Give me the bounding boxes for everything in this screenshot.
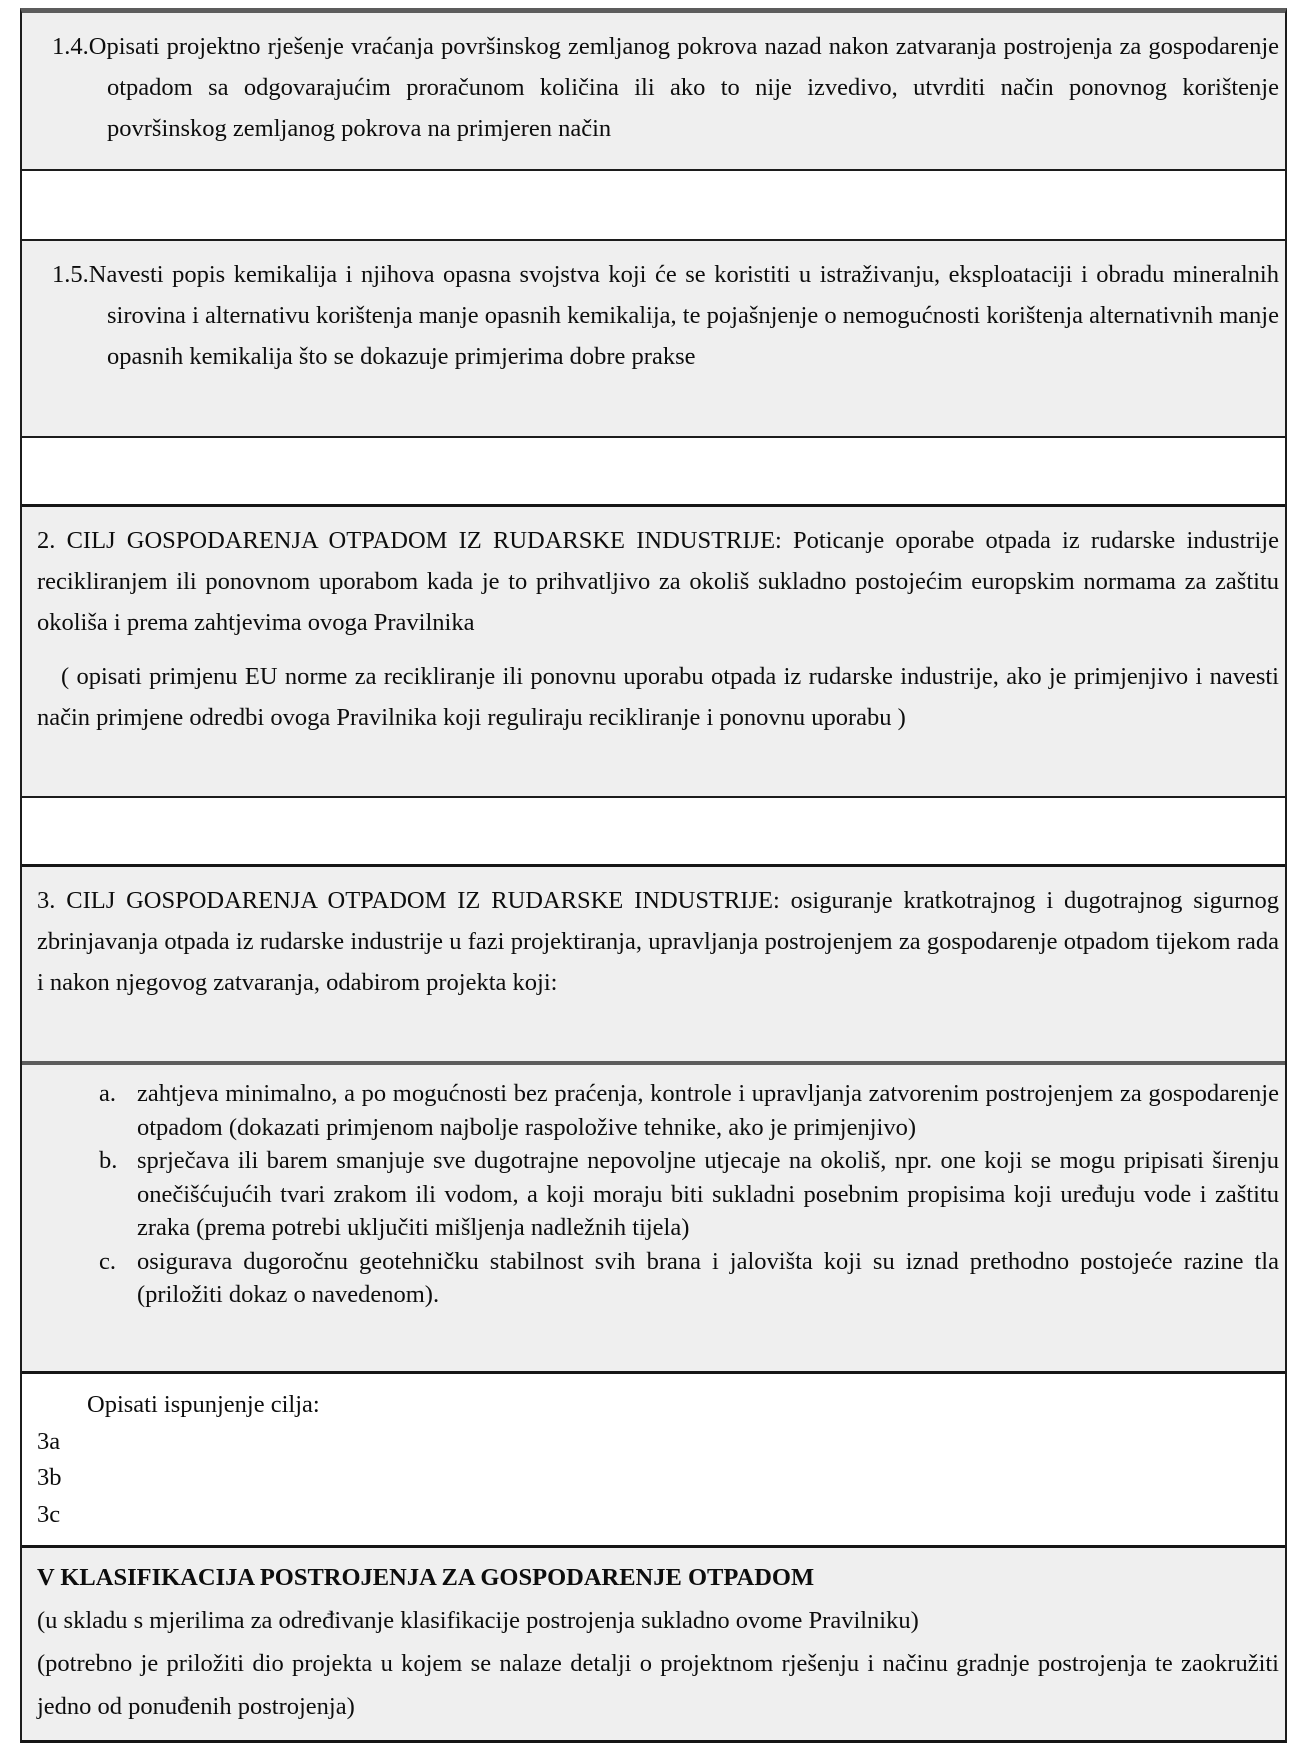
- goal-2-intro: 2. CILJ GOSPODARENJA OTPADOM IZ RUDARSKE INDUSTRIJE: Poticanje oporabe otpada iz rudarske industrije recikliranjem ili ponovnom uporabom kada je to prihvatljivo za okoliš sukladno postojećim europskim normama za zaštitu okoliša i prema zahtjevima ovoga Pravilnika: [37, 527, 1279, 636]
- section-v-note-2: (potrebno je priložiti dio projekta u kojem se nalaze detalji o projektnom rješenju i načinu gradnje postrojenja te zaokružiti jedno od ponuđenih postrojenja): [37, 1650, 1279, 1720]
- goal-2-note: ( opisati primjenu EU norme za recikliranje ili ponovnu uporabu otpada iz rudarske industrije, ako je primjenjivo i navesti način primjene odredbi ovoga Pravilnika koji reguliraju recikliranje i ponovnu uporabu ): [37, 663, 1279, 731]
- criterion-c-marker: c.: [99, 1247, 116, 1275]
- requirement-1-4-paragraph: [37, 26, 1279, 149]
- requirement-1-4-text: Opisati projektno rješenje vraćanja površinskog zemljanog pokrova nazad nakon zatvaranja postrojenja za gospodarenje otpadom sa odgovarajućim proračunom količina ili ako to nije izvedivo, utvrditi način ponovnog korištenje površinskog zemljanog pokrova na primjeren način: [88, 33, 1279, 142]
- answer-cell-1-4: [22, 169, 1285, 239]
- answer-cell-1-5: [22, 436, 1285, 504]
- requirement-1-5-paragraph: [37, 254, 1279, 377]
- form-table: [20, 8, 1287, 1743]
- goal-3-criteria-cell: [22, 1061, 1285, 1371]
- goal-3-fulfillment-cell: [22, 1371, 1285, 1545]
- goal-3-intro: 3. CILJ GOSPODARENJA OTPADOM IZ RUDARSKE INDUSTRIJE: osiguranje kratkotrajnog i dugotrajnog sigurnog zbrinjavanja otpada iz rudarske industrije u fazi projektiranja, upravljanja postrojenjem za gospodarenje otpadom tijekom rada i nakon njegovog zatvaranja, odabirom projekta koji:: [37, 887, 1279, 996]
- goal-3-cell: [22, 864, 1285, 1061]
- answer-cell-goal-2: [22, 796, 1285, 864]
- criterion-b-marker: b.: [99, 1147, 118, 1174]
- goal-2-cell: [22, 504, 1285, 796]
- section-v-note-1: (u skladu s mjerilima za određivanje klasifikacije postrojenja sukladno ovome Pravilniku): [37, 1607, 919, 1634]
- criterion-c-text: osigurava dugoročnu geotehničku stabilnost svih brana i jalovišta koji su iznad prethodno postojeće razine tla (priložiti dokaz o navedenom).: [137, 1247, 1279, 1308]
- item-number-1-5: 1.5.: [52, 261, 89, 288]
- requirement-cell-1-5: [22, 239, 1285, 436]
- fulfillment-label: Opisati ispunjenje cilja:: [87, 1391, 320, 1418]
- section-v-cell: [22, 1545, 1285, 1740]
- criterion-b-text: sprječava ili barem smanjuje sve dugotrajne nepovoljne utjecaje na okoliš, npr. one koji se mogu pripisati širenju onečišćujućih tvari zrakom ili vodom, a koji moraju biti sukladni posebnim propisima koji uređuju vode i zaštitu zraka (prema potrebi uključiti mišljenja nadležnih tijela): [137, 1147, 1279, 1241]
- criterion-a: [37, 1077, 1279, 1144]
- criterion-a-marker: a.: [99, 1080, 116, 1107]
- requirement-cell-1-4: [22, 13, 1285, 169]
- fulfillment-line-3b: 3b: [37, 1464, 62, 1491]
- criterion-c: [37, 1245, 1279, 1312]
- section-v-title: V KLASIFIKACIJA POSTROJENJA ZA GOSPODARENJE OTPADOM: [37, 1564, 815, 1591]
- criterion-a-text: zahtjeva minimalno, a po mogućnosti bez praćenja, kontrole i upravljanja zatvorenim postrojenjem za gospodarenje otpadom (dokazati primjenom najbolje raspoložive tehnike, ako je primjenjivo): [137, 1080, 1279, 1141]
- requirement-1-5-text: Navesti popis kemikalija i njihova opasna svojstva koji će se koristiti u istraživanju, eksploataciji i obradu mineralnih sirovina i alternativu korištenja manje opasnih kemikalija, te pojašnjenje o nemogućnosti korištenja alternativnih manje opasnih kemikalija što se dokazuje primjerima dobre prakse: [88, 261, 1279, 370]
- criterion-b: [37, 1144, 1279, 1245]
- item-number-1-4: 1.4.: [52, 33, 89, 60]
- fulfillment-line-3a: 3a: [37, 1427, 61, 1455]
- fulfillment-line-3c: 3c: [37, 1500, 61, 1528]
